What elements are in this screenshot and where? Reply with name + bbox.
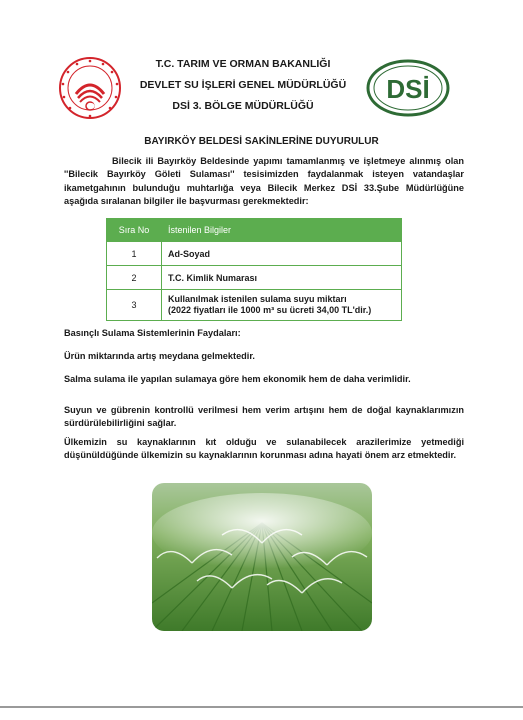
benefit-item: Suyun ve gübrenin kontrollü verilmesi hem verim artışını hem de doğal kaynaklarımızın sürdürülebilirliğini sağlar. (64, 405, 464, 429)
required-info-table (106, 218, 402, 321)
row-info-line2: (2022 fiyatları ile 1000 m³ su ücreti 34,00 TL'dir.) (168, 305, 372, 315)
benefit-item: Ürün miktarında artış meydana gelmektedir. (64, 351, 255, 361)
announcement-title: BAYIRKÖY BELDESİ SAKİNLERİNE DUYURULUR (144, 136, 379, 147)
row-info-line1: Kullanılmak istenilen sulama suyu miktarı (168, 294, 347, 304)
dsi-logo-icon (366, 58, 450, 118)
benefits-heading: Basınçlı Sulama Sistemlerinin Faydaları: (64, 328, 241, 338)
benefit-item: Ülkemizin su kaynaklarının kıt olduğu ve sulanabilecek arazilerimize yetmediği düşünüldüğünde ülkemizin su kaynaklarının korunması adına hayati önem arz etmektedir. (64, 437, 464, 461)
column-header-info: İstenilen Bilgiler (162, 219, 402, 242)
irrigation-photo (152, 483, 372, 631)
row-info: T.C. Kimlik Numarası (162, 266, 402, 290)
table-row (107, 242, 402, 266)
row-info: Ad-Soyad (162, 242, 402, 266)
regional-directorate-name: DSİ 3. BÖLGE MÜDÜRLÜĞÜ (172, 100, 314, 112)
column-header-no: Sıra No (107, 219, 162, 242)
footer-rule (0, 706, 523, 708)
ministry-name: T.C. TARIM VE ORMAN BAKANLIĞI (155, 58, 331, 70)
table-header-row (107, 219, 402, 242)
dsi-logo-text: DSİ (386, 74, 430, 104)
row-number: 3 (107, 290, 162, 321)
benefit-item: Salma sulama ile yapılan sulamaya göre hem ekonomik hem de daha verimlidir. (64, 374, 411, 384)
row-info (162, 290, 402, 321)
row-number: 2 (107, 266, 162, 290)
intro-paragraph: Bilecik ili Bayırköy Beldesinde yapımı tamamlanmış ve işletmeye alınmış olan ''Bilecik Bayırköy Göleti Sulaması'' tesisimizden faydalanmak isteyen vatandaşlar ikametgahının bulunduğu muhtarlığa veya Bilecik Merkez DSİ 33.Şube Müdürlüğüne aşağıda sıralanan bilgiler ile başvurması gerekmektedir: (64, 156, 464, 207)
directorate-name: DEVLET SU İŞLERİ GENEL MÜDÜRLÜĞÜ (139, 79, 347, 91)
table-row (107, 266, 402, 290)
header-block (130, 54, 356, 117)
table-row (107, 290, 402, 321)
ministry-emblem-icon (58, 56, 122, 120)
row-number: 1 (107, 242, 162, 266)
